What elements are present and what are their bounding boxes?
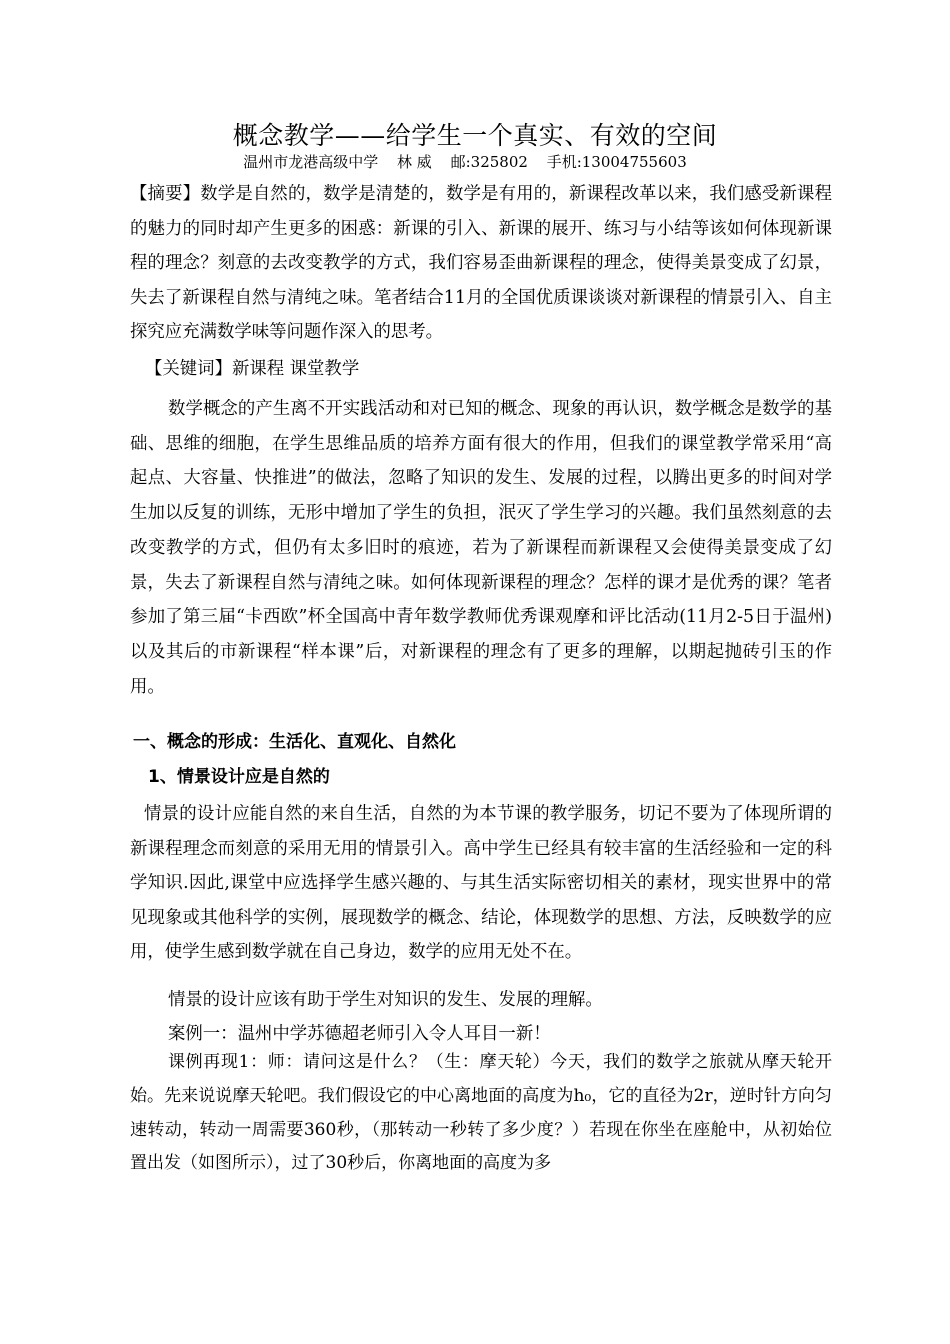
- document-title: 概念教学——给学生一个真实、有效的空间: [232, 121, 718, 150]
- abstract-paragraph: 【摘要】数学是自然的，数学是清楚的，数学是有用的，新课程改革以来，我们感受新课程的魅力的同时却产生更多的困惑：新课的引入、新课的展开、练习与小结等该如何体现新课程的理念？刻意的去改变教学的方式，我们容易歪曲新课程的理念，使得美景变成了幻景，失去了新课程自然与清纯之味。笔者结合11月的全国优质课谈谈对新课程的情景引入、自主探究应充满数学味等问题作深入的思考。: [130, 184, 832, 342]
- section-paragraph: 情景的设计应能自然的来自生活，自然的为本节课的教学服务，切记不要为了体现所谓的新课程理念而刻意的采用无用的情景引入。高中学生已经具有较丰富的生活经验和一定的科学知识.因此,课堂中应选择学生感兴趣的、与其生活实际密切相关的素材，现实世界中的常见现象或其他科学的实例，展现数学的概念、结论，体现数学的思想、方法，反映数学的应用，使学生感到数学就在自己身边，数学的应用无处不在。: [130, 804, 832, 963]
- author-name: 林 威: [397, 153, 432, 171]
- author-postcode: 邮:325802: [450, 153, 528, 171]
- author-info: [0, 151, 930, 173]
- case-line: 案例一：温州中学苏德超老师引入令人耳目一新！: [168, 1024, 551, 1044]
- keywords-line: 【关键词】新课程 课堂教学: [145, 359, 360, 379]
- author-school: 温州市龙港高级中学: [243, 153, 379, 171]
- intro-paragraph: 数学概念的产生离不开实践活动和对已知的概念、现象的再认识，数学概念是数学的基础、思维的细胞，在学生思维品质的培养方面有很大的作用，但我们的课堂教学常采用“高起点、大容量、快推进”的做法，忽略了知识的发生、发展的过程，以腾出更多的时间对学生加以反复的训练，无形中增加了学生的负担，泯灭了学生学习的兴趣。我们虽然刻意的去改变教学的方式，但仍有太多旧时的痕迹，若为了新课程而新课程又会使得美景变成了幻景，失去了新课程自然与清纯之味。如何体现新课程的理念？怎样的课才是优秀的课？笔者参加了第三届“卡西欧”杯全国高中青年数学教师优秀课观摩和评比活动(11月2-5日于温州)以及其后的市新课程“样本课”后，对新课程的理念有了更多的理解，以期起抛砖引玉的作用。: [130, 399, 832, 697]
- design-line: 情景的设计应该有助于学生对知识的发生、发展的理解。: [168, 990, 603, 1010]
- author-phone: 手机:13004755603: [546, 153, 687, 171]
- section-heading: 一、概念的形成：生活化、直观化、自然化: [133, 732, 456, 752]
- subsection-heading: 1、情景设计应是自然的: [148, 767, 330, 787]
- case-paragraph: 课例再现1：师：请问这是什么？（生：摩天轮）今天，我们的数学之旅就从摩天轮开始。先来说说摩天轮吧。我们假设它的中心离地面的高度为h₀，它的直径为2r，逆时针方向匀速转动，转动一周需要360秒，（那转动一秒转了多少度？）若现在你坐在座舱中，从初始位置出发（如图所示），过了30秒后，你离地面的高度为多: [130, 1052, 832, 1174]
